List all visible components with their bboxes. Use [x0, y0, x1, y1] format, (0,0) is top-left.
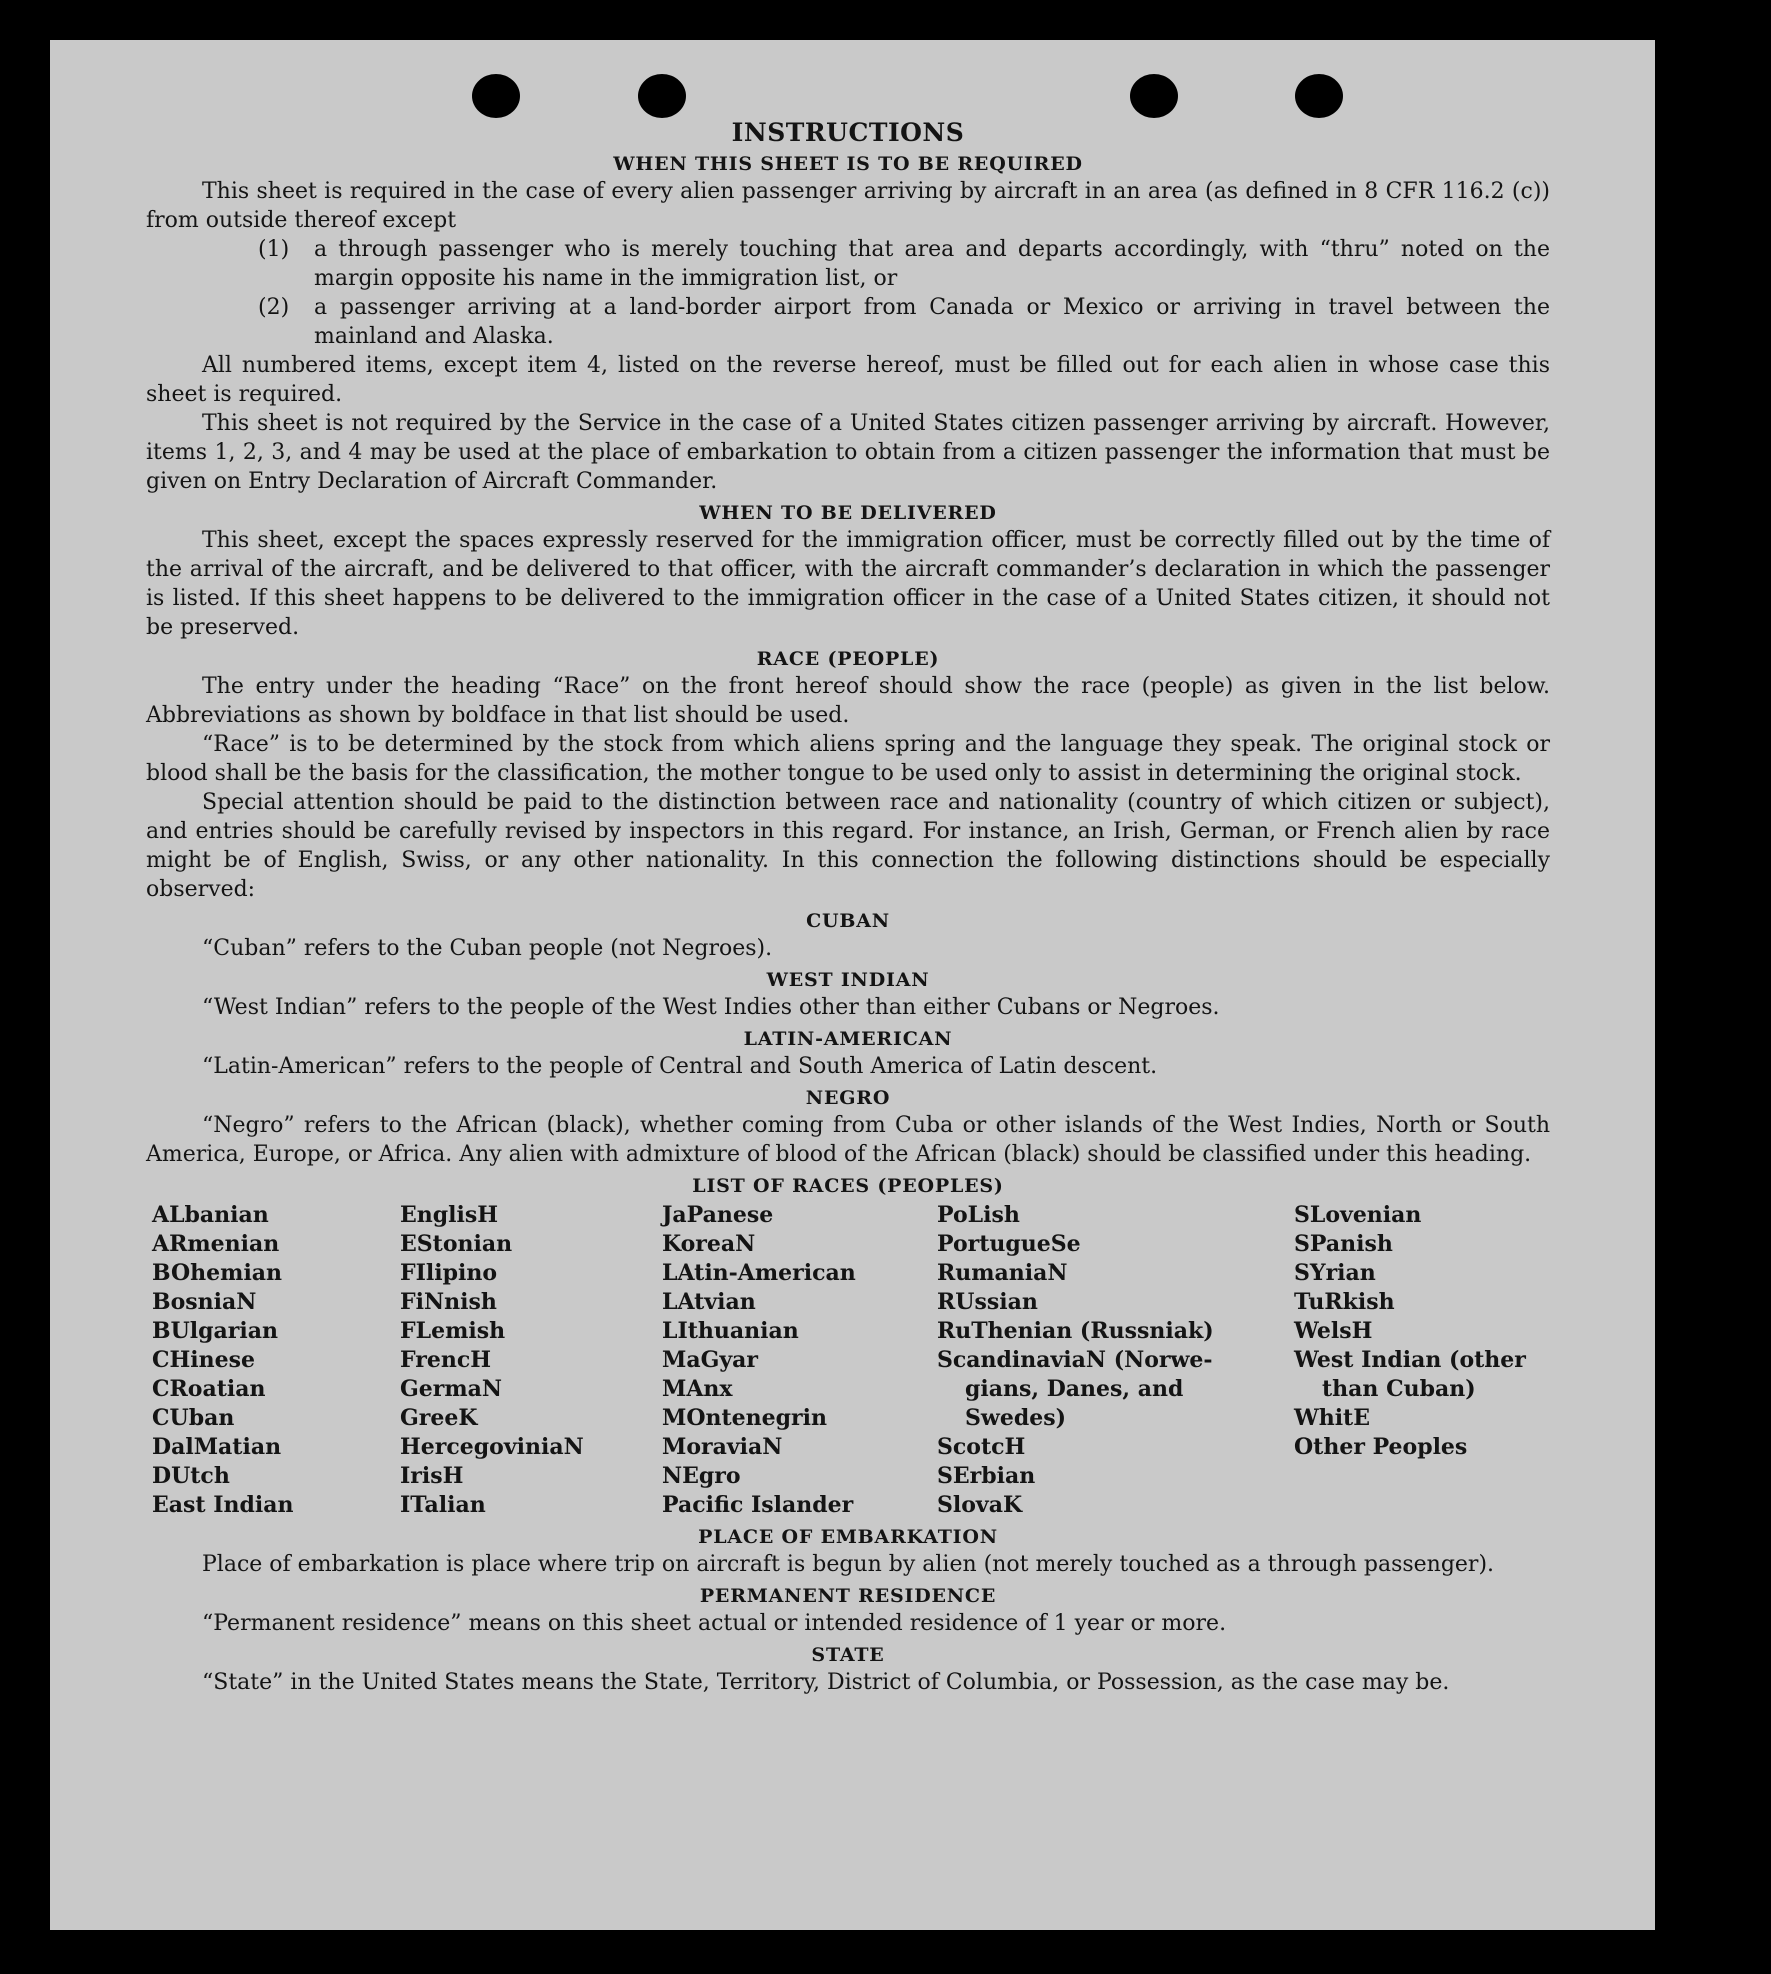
race-entry: LAtvian — [662, 1289, 756, 1315]
races-column — [400, 1201, 662, 1520]
race-entry: MaGyar — [662, 1347, 759, 1373]
race-entry: FiNnish — [400, 1289, 497, 1315]
race-entry: SLovenian — [1294, 1202, 1422, 1228]
race-entry: MAnx — [662, 1376, 733, 1402]
list-item — [258, 235, 1550, 293]
race-entry: West Indian (other — [1294, 1347, 1526, 1373]
race-entry: ScandinaviaN (Norwe- — [937, 1347, 1213, 1373]
paragraph: All numbered items, except item 4, listed on the reverse hereof, must be filled out for each alien in whose case this sheet is required. — [146, 353, 1550, 407]
section-heading-state: STATE — [811, 1644, 885, 1666]
race-entry: Pacific Islander — [662, 1492, 854, 1518]
race-entry: RumaniaN — [937, 1260, 1068, 1286]
race-entry: SPanish — [1294, 1231, 1393, 1257]
race-entry: Swedes) — [965, 1405, 1066, 1431]
race-entry: ALbanian — [152, 1202, 269, 1228]
race-entry: RUssian — [937, 1289, 1038, 1315]
race-entry: East Indian — [152, 1492, 294, 1518]
race-entry: than Cuban) — [1322, 1376, 1476, 1402]
race-entry: GreeK — [400, 1405, 478, 1431]
race-entry: WelsH — [1294, 1318, 1373, 1344]
race-entry: LIthuanian — [662, 1318, 799, 1344]
punch-hole — [638, 74, 686, 118]
race-entry: LAtin-American — [662, 1260, 856, 1286]
section-heading-when-required: WHEN THIS SHEET IS TO BE REQUIRED — [613, 153, 1083, 175]
instruction-sheet — [50, 40, 1655, 1930]
definition-state: “State” in the United States means the State, Territory, District of Columbia, or Possession, as the case may be. — [202, 1670, 1450, 1695]
definition-embarkation: Place of embarkation is place where trip on aircraft is begun by alien (not merely touched as a through passenger). — [202, 1552, 1495, 1577]
section-heading-residence: PERMANENT RESIDENCE — [699, 1585, 997, 1607]
race-entry: JaPanese — [662, 1202, 774, 1228]
paragraph: This sheet is not required by the Service in the case of a United States citizen passenger arriving by aircraft. However, items 1, 2, 3, and 4 may be used at the place of embarkation to obtain from a citizen passenger the information that must be given on Entry Declaration of Aircraft Commander. — [146, 411, 1550, 494]
race-entry: FrencH — [400, 1347, 491, 1373]
section-heading-west-indian: WEST INDIAN — [766, 969, 930, 991]
race-entry: GermaN — [400, 1376, 503, 1402]
page-title: INSTRUCTIONS — [731, 118, 965, 147]
race-entry: FIlipino — [400, 1260, 498, 1286]
race-entry: TuRkish — [1294, 1289, 1395, 1315]
race-entry: CHinese — [152, 1347, 256, 1373]
race-entry: ScotcH — [937, 1434, 1026, 1460]
paragraph: “Race” is to be determined by the stock from which aliens spring and the language they speak. The original stock or blood shall be the basis for the classification, the mother tongue to be used only to assist in determining the original stock. — [146, 732, 1550, 786]
race-entry: FLemish — [400, 1318, 506, 1344]
section-heading-when-delivered: WHEN TO BE DELIVERED — [699, 502, 997, 524]
definition-west-indian: “West Indian” refers to the people of the West Indies other than either Cubans or Negroes. — [202, 995, 1220, 1020]
section-heading-negro: NEGRO — [805, 1087, 891, 1109]
race-entry: Other Peoples — [1294, 1434, 1468, 1460]
race-entry: NEgro — [662, 1463, 741, 1489]
punch-hole — [1130, 74, 1178, 118]
race-entry: SlovaK — [937, 1492, 1023, 1518]
definition-cuban: “Cuban” refers to the Cuban people (not Negroes). — [202, 936, 773, 961]
exceptions-list — [146, 235, 1550, 351]
paragraph: The entry under the heading “Race” on the front hereof should show the race (people) as given in the list below. Abbreviations as shown by boldface in that list should be used. — [146, 674, 1550, 728]
race-entry: BosniaN — [152, 1289, 257, 1315]
race-entry: RuThenian (Russniak) — [937, 1318, 1214, 1344]
race-entry: MoraviaN — [662, 1434, 783, 1460]
races-column — [152, 1201, 400, 1520]
list-item — [258, 293, 1550, 351]
item-text: a passenger arriving at a land-border airport from Canada or Mexico or arriving in travel between the mainland and Alaska. — [314, 295, 1550, 349]
races-column — [662, 1201, 937, 1520]
definition-latin-american: “Latin-American” refers to the people of Central and South America of Latin descent. — [202, 1054, 1158, 1079]
race-entry: HercegoviniaN — [400, 1434, 584, 1460]
section-heading-list-of-races: LIST OF RACES (PEOPLES) — [692, 1175, 1004, 1197]
race-entry: IrisH — [400, 1463, 464, 1489]
punch-hole — [1295, 74, 1343, 118]
section-heading-embarkation: PLACE OF EMBARKATION — [698, 1526, 998, 1548]
race-entry: EStonian — [400, 1231, 513, 1257]
race-entry: SErbian — [937, 1463, 1036, 1489]
paragraph: This sheet, except the spaces expressly reserved for the immigration officer, must be correctly filled out by the time of the arrival of the aircraft, and be delivered to that officer, with the aircraft commander’s declaration in which the passenger is listed. If this sheet happens to be delivered to the immigration officer in the case of a United States citizen, it should not be preserved. — [146, 528, 1550, 640]
definition-residence: “Permanent residence” means on this sheet actual or intended residence of 1 year or more. — [202, 1611, 1227, 1636]
paragraph: This sheet is required in the case of every alien passenger arriving by aircraft in an area (as defined in 8 CFR 116.2 (c)) from outside thereof except — [146, 179, 1550, 233]
section-heading-race: RACE (PEOPLE) — [756, 648, 940, 670]
race-entry: SYrian — [1294, 1260, 1376, 1286]
section-heading-cuban: CUBAN — [806, 910, 890, 932]
item-number: (1) — [258, 237, 290, 262]
races-column — [1294, 1201, 1544, 1520]
race-entry: ARmenian — [152, 1231, 280, 1257]
paragraph: Special attention should be paid to the distinction between race and nationality (country of which citizen or subject), and entries should be carefully revised by inspectors in this regard. For instance, an Irish, German, or French alien by race might be of English, Swiss, or any other nationality. In this connection the following distinctions should be especially observed: — [146, 790, 1550, 902]
races-column — [937, 1201, 1294, 1520]
race-entry: MOntenegrin — [662, 1405, 827, 1431]
race-entry: PoLish — [937, 1202, 1020, 1228]
punch-hole — [472, 74, 520, 118]
item-number: (2) — [258, 295, 290, 320]
item-text: a through passenger who is merely touching that area and departs accordingly, with “thru” noted on the margin opposite his name in the immigration list, or — [314, 237, 1550, 291]
race-entry: DUtch — [152, 1463, 230, 1489]
race-entry: EnglisH — [400, 1202, 499, 1228]
race-entry: PortugueSe — [937, 1231, 1081, 1257]
race-entry: WhitE — [1294, 1405, 1370, 1431]
definition-negro: “Negro” refers to the African (black), whether coming from Cuba or other islands of the West Indies, North or South America, Europe, or Africa. Any alien with admixture of blood of the African (black) should be classified under this heading. — [146, 1113, 1550, 1167]
races-table — [152, 1201, 1550, 1520]
race-entry: gians, Danes, and — [965, 1376, 1184, 1402]
race-entry: CUban — [152, 1405, 235, 1431]
race-entry: ITalian — [400, 1492, 486, 1518]
section-heading-latin-american: LATIN-AMERICAN — [743, 1028, 953, 1050]
race-entry: BOhemian — [152, 1260, 283, 1286]
race-entry: KoreaN — [662, 1231, 756, 1257]
race-entry: BUlgarian — [152, 1318, 278, 1344]
race-entry: CRoatian — [152, 1376, 266, 1402]
race-entry: DalMatian — [152, 1434, 282, 1460]
